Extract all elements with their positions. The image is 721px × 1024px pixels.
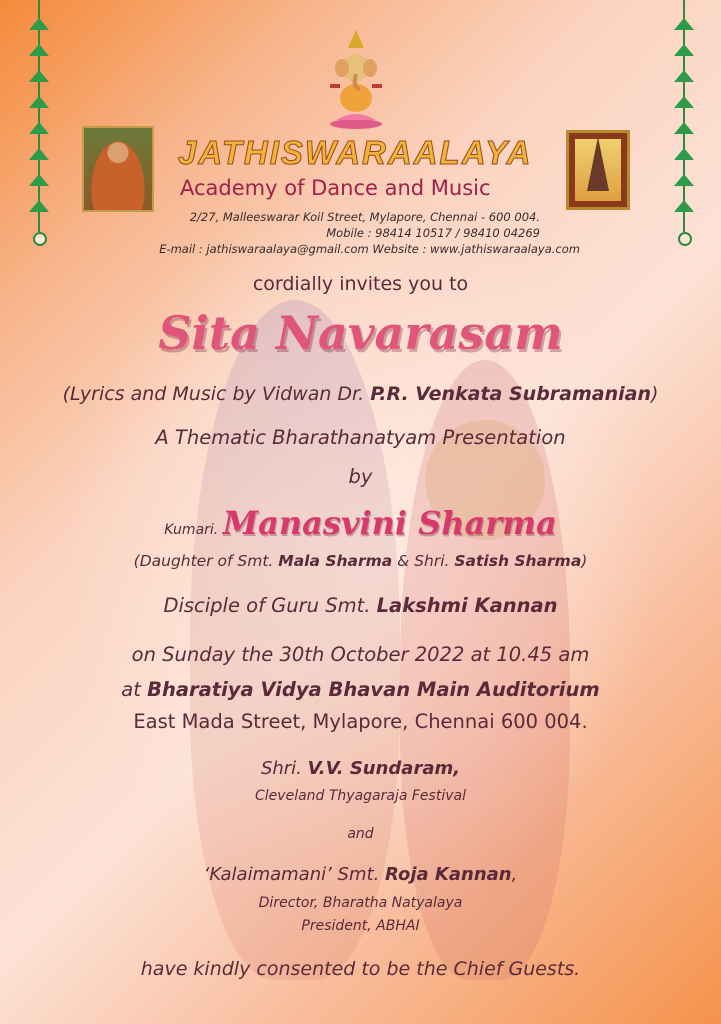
venue-name: Bharatiya Vidya Bhavan Main Auditorium — [147, 678, 600, 701]
academy-name: JATHISWARAALAYA — [178, 134, 533, 171]
composer-name: P.R. Venkata Subramanian — [370, 383, 651, 405]
guru-name: Lakshmi Kannan — [376, 594, 558, 617]
venue-line: at Bharatiya Vidya Bhavan Main Auditorium — [121, 678, 600, 701]
father-name: Satish Sharma — [454, 552, 582, 570]
guest2-name: Roja Kannan — [385, 864, 512, 885]
ganesha-icon — [322, 24, 390, 132]
and-line: and — [347, 826, 374, 842]
event-title: Sita Navarasam — [158, 306, 563, 360]
dancer-line — [0, 504, 721, 542]
academy-subtitle: Academy of Dance and Music — [180, 176, 491, 200]
closing-line: have kindly consented to be the Chief Guests. — [140, 958, 581, 980]
mother-name: Mala Sharma — [278, 552, 393, 570]
guest2-line: ‘Kalaimamani’ Smt. Roja Kannan, — [203, 864, 518, 885]
by-line: by — [348, 465, 373, 488]
temple-tower-photo — [566, 130, 630, 210]
date-line: on Sunday the 30th October 2022 at 10.45 am — [131, 643, 590, 666]
academy-address: 2/27, Malleeswarar Koil Street, Mylapore, Chennai - 600 004. — [189, 210, 540, 224]
guest1-name: V.V. Sundaram, — [307, 758, 461, 779]
academy-contact: E-mail : jathiswaraalaya@gmail.com Website : www.jathiswaraalaya.com — [159, 242, 580, 256]
academy-mobile: Mobile : 98414 10517 / 98410 04269 — [326, 226, 540, 240]
venue-street: East Mada Street, Mylapore, Chennai 600 004. — [133, 710, 588, 733]
kumari-label: Kumari. — [164, 522, 223, 538]
lyrics-credit: (Lyrics and Music by Vidwan Dr. P.R. Venkata Subramanian) — [62, 383, 659, 405]
parents-line: (Daughter of Smt. Mala Sharma & Shri. Satish Sharma) — [133, 552, 588, 570]
guest1-line: Shri. V.V. Sundaram, — [260, 758, 461, 779]
guru-photo — [82, 126, 154, 212]
invites-line: cordially invites you to — [252, 273, 469, 295]
dancer-name: Manasvini Sharma — [222, 504, 557, 542]
left-garland — [24, 0, 54, 250]
right-garland — [669, 0, 699, 250]
presentation-line: A Thematic Bharathanatyam Presentation — [155, 426, 566, 449]
guest1-org: Cleveland Thyagaraja Festival — [255, 788, 466, 804]
disciple-line: Disciple of Guru Smt. Lakshmi Kannan — [163, 594, 558, 617]
guest2-role-president: President, ABHAI — [301, 918, 420, 934]
guest2-role-director: Director, Bharatha Natyalaya — [258, 895, 463, 911]
